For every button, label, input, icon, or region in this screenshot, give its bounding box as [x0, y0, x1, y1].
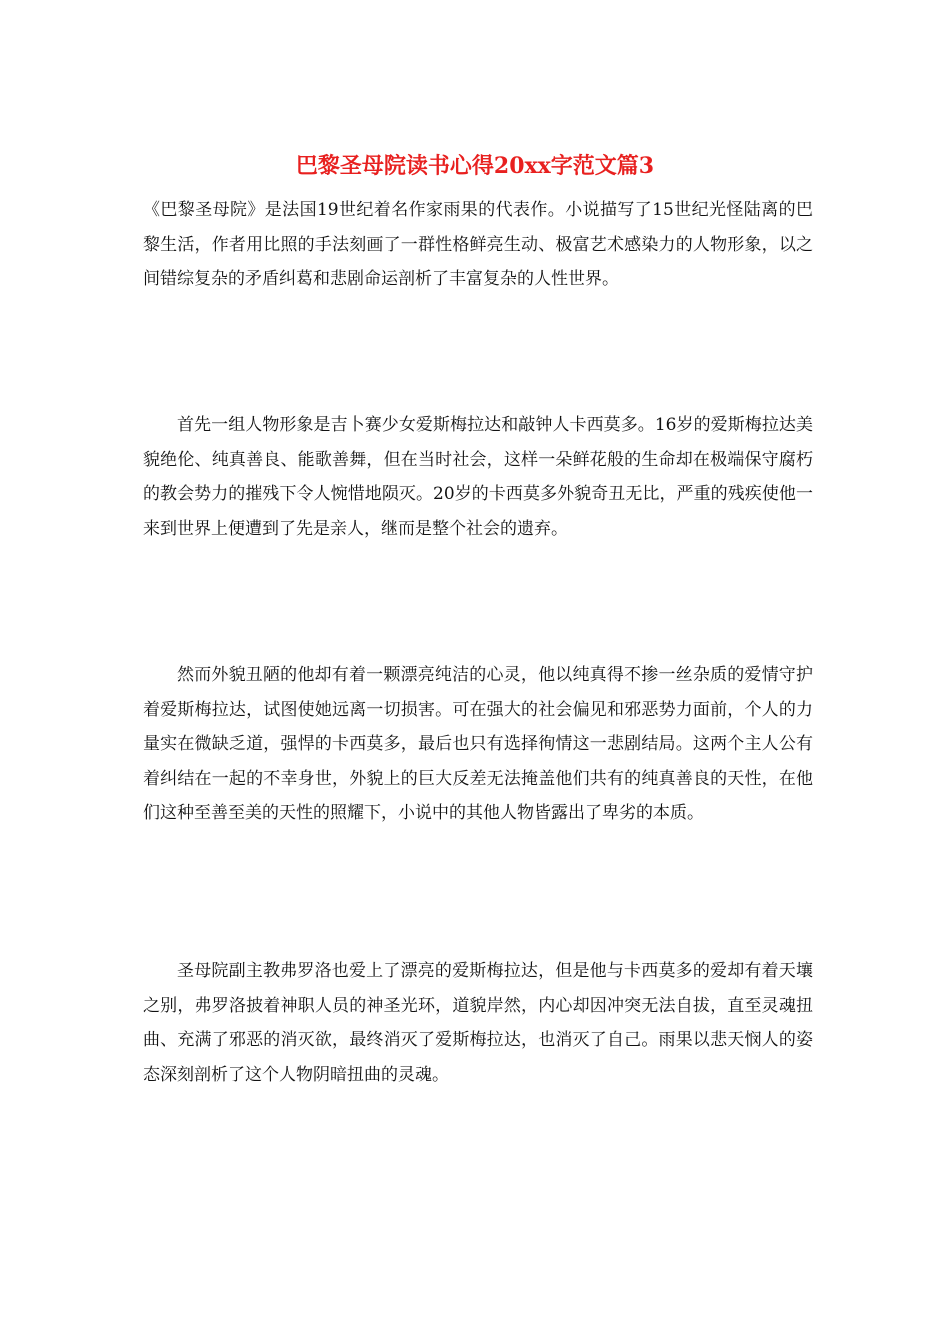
paragraph-quasimodo-heart: 然而外貌丑陋的他却有着一颗漂亮纯洁的心灵，他以纯真得不掺一丝杂质的爱情守护着爱斯梅拉达，试图使她远离一切损害。可在强大的社会偏见和邪恶势力面前，个人的力量实在微缺乏道，强悍的卡西莫多，最后也只有选择徇情这一悲剧结局。这两个主人公有着纠结在一起的不幸身世，外貌上的巨大反差无法掩盖他们共有的纯真善良的天性，在他们这种至善至美的天性的照耀下，小说中的其他人物皆露出了卑劣的本质。 [143, 665, 813, 823]
paragraph-intro: 《巴黎圣母院》是法国19世纪着名作家雨果的代表作。小说描写了15世纪光怪陆离的巴黎生活，作者用比照的手法刻画了一群性格鲜亮生动、极富艺术感染力的人物形象，以之间错综复杂的矛盾纠葛和悲剧命运剖析了丰富复杂的人性世界。 [143, 200, 813, 289]
paragraph-frollo: 圣母院副主教弗罗洛也爱上了漂亮的爱斯梅拉达，但是他与卡西莫多的爱却有着天壤之别，弗罗洛披着神职人员的神圣光环，道貌岸然，内心却因冲突无法自拔，直至灵魂扭曲、充满了邪恶的消灭欲，最终消灭了爱斯梅拉达，也消灭了自己。雨果以悲天悯人的姿态深刻剖析了这个人物阴暗扭曲的灵魂。 [143, 961, 813, 1085]
paragraph-esmeralda-quasimodo: 首先一组人物形象是吉卜赛少女爱斯梅拉达和敲钟人卡西莫多。16岁的爱斯梅拉达美貌绝伦、纯真善良、能歌善舞，但在当时社会，这样一朵鲜花般的生命却在极端保守腐朽的教会势力的摧残下令人惋惜地陨灭。20岁的卡西莫多外貌奇丑无比，严重的残疾使他一来到世界上便遭到了先是亲人，继而是整个社会的遗弃。 [143, 415, 813, 539]
document-title: 巴黎圣母院读书心得20xx字范文篇3 [295, 153, 655, 179]
